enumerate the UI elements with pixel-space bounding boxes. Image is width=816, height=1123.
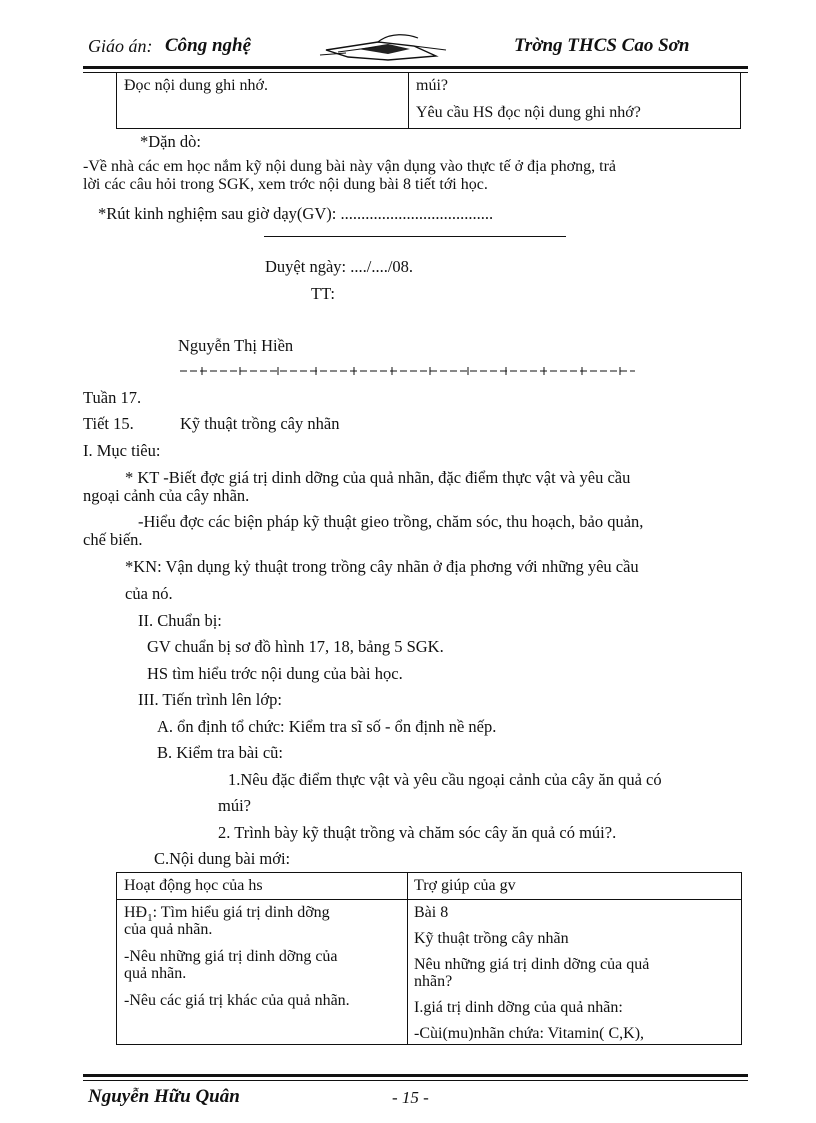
question-1-line2: múi? bbox=[218, 796, 251, 815]
header-school: Trờng THCS Cao Sơn bbox=[514, 35, 690, 56]
col1-header: Hoạt động học của hs bbox=[124, 877, 263, 894]
left-row2-line2: quả nhãn. bbox=[124, 965, 187, 982]
kt2-line2: chế biến. bbox=[83, 530, 143, 549]
experience-label: *Rút kinh nghiệm sau giờ dạy(GV): ..................................... bbox=[98, 204, 494, 223]
step-a: A. ổn định tổ chức: Kiểm tra sĩ số - ổn định nề nếp. bbox=[157, 717, 497, 736]
right-row3-line2: nhãn? bbox=[414, 973, 453, 990]
footer-rule-thick bbox=[83, 1074, 748, 1077]
process-heading: III. Tiến trình lên lớp: bbox=[138, 690, 282, 709]
step-b: B. Kiểm tra bài cũ: bbox=[157, 743, 284, 762]
approval-date: Duyệt ngày: ..../..../08. bbox=[265, 257, 414, 276]
top-table-right-line2: Yêu cầu HS đọc nội dung ghi nhớ? bbox=[416, 104, 641, 121]
approval-role: TT: bbox=[311, 284, 335, 303]
footer-page-number: - 15 - bbox=[392, 1088, 429, 1107]
footer-author: Nguyễn Hữu Quân bbox=[88, 1086, 240, 1107]
question-1-line1: 1.Nêu đặc điểm thực vật và yêu cầu ngoại cảnh của cây ăn quả có bbox=[228, 770, 662, 789]
step-c: C.Nội dung bài mới: bbox=[154, 849, 291, 868]
top-table-left-cell: Đọc nội dung ghi nhớ. bbox=[124, 77, 269, 94]
right-row1: Bài 8 bbox=[414, 904, 449, 921]
kt-line2: ngoại cảnh của cây nhãn. bbox=[83, 486, 250, 505]
kt-line1: * KT -Biết đợc giá trị dinh dỡng của quả nhãn, đặc điểm thực vật và yêu cầu bbox=[125, 468, 631, 487]
prep-gv: GV chuẩn bị sơ đồ hình 17, 18, bảng 5 SGK. bbox=[147, 637, 444, 656]
header-label: Giáo án: bbox=[88, 36, 153, 56]
kn-line2: của nó. bbox=[125, 584, 173, 603]
right-row2: Kỹ thuật trồng cây nhãn bbox=[414, 930, 569, 947]
book-quill-icon bbox=[318, 30, 453, 64]
lesson-period: Tiết 15. bbox=[83, 414, 134, 433]
homework-line2: lời các câu hỏi trong SGK, xem trớc nội dung bài 8 tiết tới học. bbox=[83, 176, 488, 193]
header-rule-thin bbox=[83, 72, 748, 73]
approval-name: Nguyễn Thị Hiền bbox=[178, 336, 294, 355]
right-row3-line1: Nêu những giá trị dinh dỡng của quả bbox=[414, 956, 650, 973]
experience-rule bbox=[264, 236, 566, 237]
prep-heading: II. Chuẩn bị: bbox=[138, 611, 222, 630]
hd-subscript: 1 bbox=[147, 912, 153, 925]
objectives-heading: I. Mục tiêu: bbox=[83, 441, 161, 460]
lesson-week: Tuần 17. bbox=[83, 388, 142, 407]
prep-hs: HS tìm hiểu trớc nội dung của bài học. bbox=[147, 664, 403, 683]
right-row4: I.giá trị dinh dỡng của quả nhãn: bbox=[414, 999, 623, 1016]
left-row3: -Nêu các giá trị khác của quả nhãn. bbox=[124, 992, 350, 1009]
header-rule-thick bbox=[83, 66, 748, 69]
col2-header: Trợ giúp của gv bbox=[414, 877, 516, 894]
kn-line1: *KN: Vận dụng kỷ thuật trong trồng cây nhãn ở địa phơng với những yêu cầu bbox=[125, 557, 639, 576]
right-row5: -Cùi(mu)nhãn chứa: Vitamin( C,K), bbox=[414, 1025, 645, 1041]
hd-text: : Tìm hiểu giá trị dinh dỡng bbox=[152, 904, 330, 921]
homework-line1: -Về nhà các em học nắm kỹ nội dung bài này vận dụng vào thực tế ở địa phơng, trả bbox=[83, 158, 616, 175]
top-table-right-line1: múi? bbox=[416, 77, 448, 94]
header-subject: Công nghệ bbox=[165, 35, 252, 56]
left-row2-line1: -Nêu những giá trị dinh dỡng của bbox=[124, 948, 338, 965]
hd-label: HĐ bbox=[124, 904, 148, 921]
kt2-line1: -Hiểu đợc các biện pháp kỹ thuật gieo trồng, chăm sóc, thu hoạch, bảo quản, bbox=[138, 512, 644, 531]
left-row1-line2: của quả nhãn. bbox=[124, 921, 213, 938]
homework-title: *Dặn dò: bbox=[140, 132, 201, 151]
dashed-divider bbox=[180, 366, 640, 376]
question-2: 2. Trình bày kỹ thuật trồng và chăm sóc cây ăn quả có múi?. bbox=[218, 823, 617, 842]
lesson-title: Kỹ thuật trồng cây nhãn bbox=[180, 414, 340, 433]
footer-rule-thin bbox=[83, 1080, 748, 1081]
